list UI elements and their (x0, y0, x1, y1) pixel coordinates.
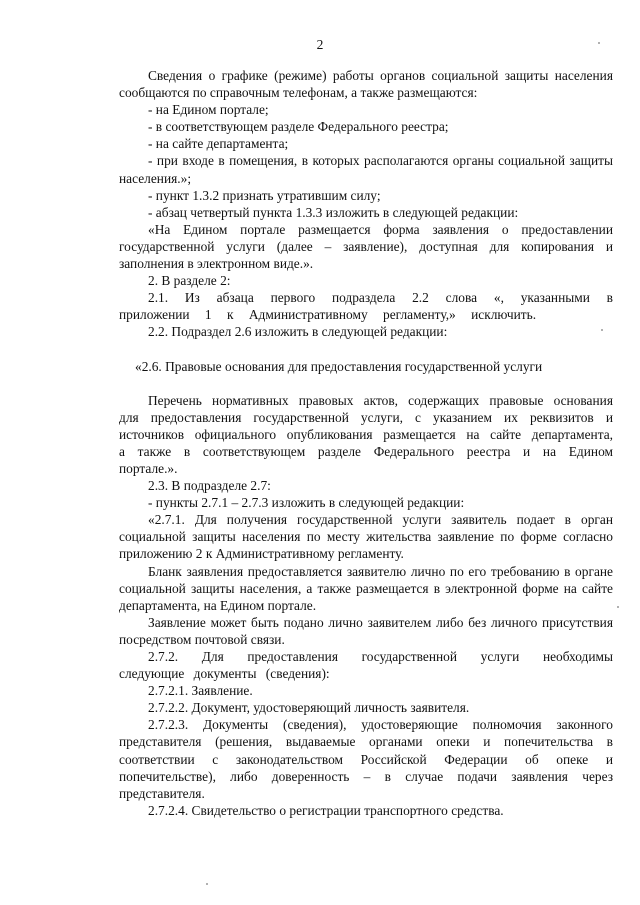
list-item: - пункты 2.7.1 – 2.7.3 изложить в следующей редакции: (148, 495, 465, 511)
paragraph: 2.7.2.2. Документ, удостоверяющий личность заявителя. (148, 700, 470, 716)
list-item: - на Едином портале; (148, 102, 269, 118)
paragraph: 2.7.2. Для предоставления государственной услуги необходимы следующие документы (сведения): (119, 649, 613, 682)
list-item: - в соответствующем разделе Федерального реестра; (148, 119, 449, 135)
list-item: - при входе в помещения, в которых располагаются органы социальной защиты населения.»; (119, 153, 613, 186)
scan-speck (617, 606, 619, 608)
spacer (119, 375, 613, 392)
scan-speck (601, 329, 603, 331)
paragraph: Перечень нормативных правовых актов, содержащих правовые основания для предоставления государственной услуги, с указанием их реквизитов и источников официального опубликования размещается на сайте департамента, а также в соответствующем разделе Федерального реестра и на Едином портале.». (119, 392, 613, 476)
page-number: 2 (316, 37, 324, 52)
section-heading: «2.6. Правовые основания для предоставления государственной услуги (135, 358, 543, 374)
scan-speck (598, 42, 600, 44)
paragraph: Заявление может быть подано лично заявителем либо без личного присутствия посредством почтовой связи. (119, 614, 613, 647)
paragraph: 2.1. Из абзаца первого подраздела 2.2 слова «, указанными в приложении 1 к Административному регламенту,» исключить. (119, 290, 613, 323)
list-item: - пункт 1.3.2 признать утратившим силу; (148, 187, 381, 203)
paragraph: 2.7.2.4. Свидетельство о регистрации транспортного средства. (148, 802, 504, 818)
paragraph: «На Едином портале размещается форма заявления о предоставлении государственной услуги (далее – заявление), доступная для копирования и заполнения в электронном виде.». (119, 221, 613, 272)
document-body (119, 67, 613, 819)
paragraph: 2.7.2.3. Документы (сведения), удостоверяющие полномочия законного представителя (решения, выдаваемые органами опеки и попечительства в соответствии с законодательством Российской Федерации об опеке и попечительстве), либо доверенность – в случае подачи заявления через представителя. (119, 717, 613, 801)
list-item: - абзац четвертый пункта 1.3.3 изложить в следующей редакции: (148, 204, 519, 220)
scan-speck (206, 883, 208, 885)
paragraph: 2. В разделе 2: (148, 273, 231, 289)
paragraph: «2.7.1. Для получения государственной услуги заявитель подает в орган социальной защиты населения по месту жительства заявление по форме согласно приложению 2 к Административному регламенту. (119, 512, 613, 562)
paragraph: 2.3. В подразделе 2.7: (148, 478, 271, 494)
spacer (119, 341, 613, 358)
list-item: - на сайте департамента; (148, 136, 289, 152)
paragraph: 2.2. Подраздел 2.6 изложить в следующей редакции: (148, 324, 448, 340)
paragraph: Бланк заявления предоставляется заявителю лично по его требованию в органе социальной защиты населения, а также размещается в электронной форме на сайте департамента, на Едином портале. (119, 563, 613, 613)
paragraph: Сведения о графике (режиме) работы органов социальной защиты населения сообщаются по справочным телефонам, а также размещаются: (119, 68, 613, 101)
paragraph: 2.7.2.1. Заявление. (148, 683, 253, 699)
